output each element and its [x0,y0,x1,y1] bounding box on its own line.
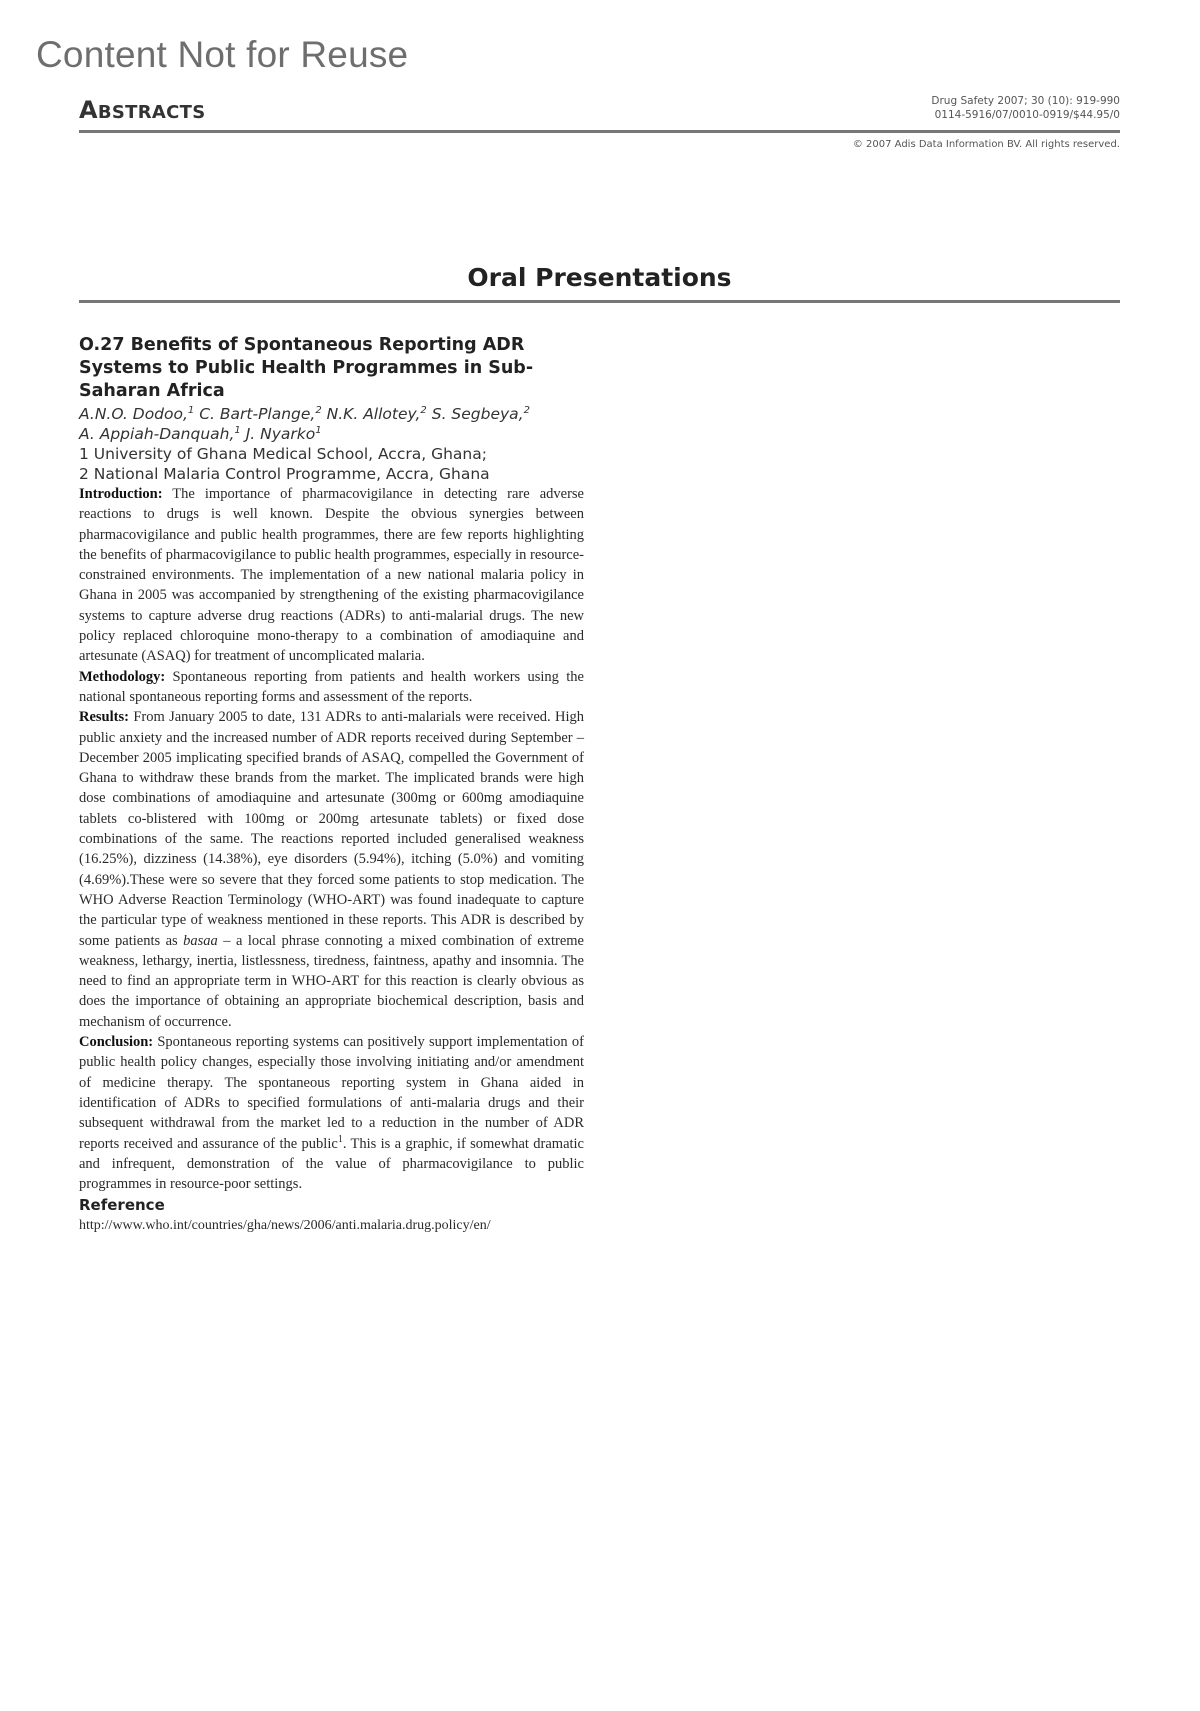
methodology-label: Methodology: [79,668,166,685]
methodology-text: Spontaneous reporting from patients and health workers using the national spontaneous reporting forms and assessment of the reports. [79,668,584,705]
conclusion-text: Spontaneous reporting systems can positively support implementation of public health policy changes, especially those involving initiating and/or amendment of medicine therapy. The spontaneous reporting system in Ghana aided in identification of ADRs to specified formulations of anti-malaria drugs and their subsequent withdrawal from the market led to a reduction in the number of ADR reports received and assurance of the public [79,1034,584,1152]
conclusion-paragraph [79,1032,584,1194]
author-name: C. Bart-Plange, [194,405,316,423]
watermark: Content Not for Reuse [36,34,409,75]
conclusion-label: Conclusion: [79,1034,154,1051]
abstract-column [79,334,584,1236]
affiliation: 1 University of Ghana Medical School, Accra, Ghana; [79,445,487,463]
author-affil-mark: 2 [420,404,427,416]
header-rule [79,130,1120,133]
introduction-text: The importance of pharmacovigilance in detecting rare adverse reactions to drugs is well known. Despite the obvious synergies between pharmacovigilance and public health programmes, there are few reports highlighting the benefits of pharmacovigilance to public health programmes, especially in resource-constrained environments. The implementation of a new national malaria policy in Ghana in 2005 was accompanied by strengthening of the existing pharmacovigilance systems to capture adverse drug reactions (ADRs) to anti-malarial drugs. The new policy replaced chloroquine mono-therapy to a combination of amodiaquine and artesunate (ASAQ) for treatment of uncomplicated malaria. [79,486,584,665]
conclusion-text-continued: . This is a graphic, if somewhat dramatic and infrequent, demonstration of the value of pharmacovigilance to public programmes in resource-poor settings. [79,1135,584,1193]
introduction-label: Introduction: [79,486,163,502]
journal-citation: Drug Safety 2007; 30 (10): 919-990 [931,95,1120,107]
copyright: © 2007 Adis Data Information BV. All rights reserved. [852,139,1120,150]
author-affil-mark: 1 [315,424,322,436]
results-paragraph [79,707,584,1032]
author-name: A. Appiah-Danquah, [79,425,235,443]
author-name: N.K. Allotey, [321,405,421,423]
journal-issn: 0114-5916/07/0010-0919/$44.95/0 [934,109,1120,121]
results-text-continued: – a local phrase connoting a mixed combination of extreme weakness, lethargy, inertia, listlessness, tiredness, faintness, apathy and insomnia. The need to find an appropriate term in WHO-ART for this reaction is clearly obvious as does the importance of obtaining an appropriate biochemical description, basis and mechanism of occurrence. [79,932,584,1030]
author-affil-mark: 1 [234,424,241,436]
section-label-initial: A [79,96,98,124]
article-title: O.27 Benefits of Spontaneous Reporting ADR Systems to Public Health Programmes in Sub-Saharan Africa [79,335,534,401]
author-name: S. Segbeya, [426,405,524,423]
reference-heading: Reference [79,1196,165,1215]
author-name: A.N.O. Dodoo, [79,405,188,423]
author-affil-mark: 1 [187,404,195,416]
author-name: J. Nyarko [240,425,316,443]
citation-mark: 1 [337,1133,343,1145]
methodology-paragraph [79,667,584,708]
section-label-rest: BSTRACTS [97,102,206,123]
results-text: From January 2005 to date, 131 ADRs to anti-malarials were received. High public anxiety and the increased number of ADR reports received during September – December 2005 implicating specified brands of ASAQ, compelled the Government of Ghana to withdraw these brands from the market. The implicated brands were high dose combinations of amodiaquine and artesunate (300mg or 600mg amodiaquine tablets co-blistered with 100mg or 200mg artesunate tablets) or fixed dose combinations of the same. The reactions reported included generalised weakness (16.25%), dizziness (14.38%), eye disorders (5.94%), itching (5.0%) and vomiting (4.69%).These were so severe that they forced some patients to stop medication. The WHO Adverse Reaction Terminology (WHO-ART) was found inadequate to capture the particular type of weakness mentioned in these reports. This ADR is described by some patients as [79,709,584,949]
title-rule [79,300,1120,303]
author-affil-mark: 2 [315,404,322,416]
journal-info [931,94,1120,122]
introduction-paragraph [79,484,584,667]
results-label: Results: [79,709,129,726]
reference-link[interactable]: http://www.who.int/countries/gha/news/2006/anti.malaria.drug.policy/en/ [79,1218,491,1234]
author-list [79,404,584,444]
results-italic-term: basaa [183,932,218,949]
page-title: Oral Presentations [467,263,732,292]
affiliation: 2 National Malaria Control Programme, Accra, Ghana [79,465,490,483]
author-affil-mark: 2 [523,404,530,416]
section-label [79,96,205,124]
